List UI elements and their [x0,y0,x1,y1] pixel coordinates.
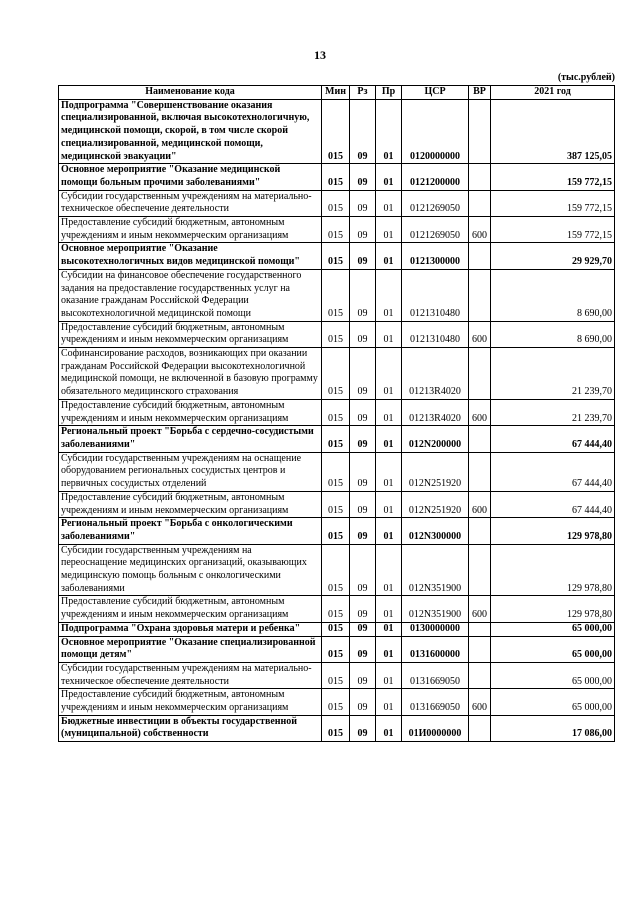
row-amount-cell: 17 086,00 [491,715,615,741]
row-csr-cell: 0131669050 [402,662,469,688]
units-label: (тыс.рублей) [557,72,615,83]
table-row [59,596,615,622]
row-rz-cell: 09 [350,715,376,741]
row-amount-cell: 159 772,15 [491,164,615,190]
table-row [59,518,615,544]
row-rz-cell: 09 [350,689,376,715]
col-header-pr: Пр [376,86,402,100]
row-csr-cell: 0121300000 [402,243,469,269]
row-vr-cell [469,164,491,190]
row-vr-cell [469,269,491,321]
row-amount-cell: 65 000,00 [491,622,615,636]
row-min-cell: 015 [322,544,350,596]
row-pr-cell: 01 [376,399,402,425]
row-rz-cell: 09 [350,164,376,190]
row-csr-cell: 012N251920 [402,452,469,491]
row-pr-cell: 01 [376,518,402,544]
row-vr-cell [469,426,491,452]
row-min-cell: 015 [322,217,350,243]
row-min-cell: 015 [322,190,350,216]
row-csr-cell: 0130000000 [402,622,469,636]
table-row [59,269,615,321]
row-vr-cell [469,622,491,636]
row-pr-cell: 01 [376,321,402,347]
table-row [59,99,615,164]
col-header-vr: ВР [469,86,491,100]
row-pr-cell: 01 [376,269,402,321]
row-pr-cell: 01 [376,217,402,243]
row-csr-cell: 0120000000 [402,99,469,164]
table-row [59,426,615,452]
row-amount-cell: 67 444,40 [491,426,615,452]
row-rz-cell: 09 [350,399,376,425]
row-csr-cell: 0121310480 [402,321,469,347]
row-pr-cell: 01 [376,164,402,190]
table-row [59,243,615,269]
row-min-cell: 015 [322,321,350,347]
row-csr-cell: 012N351900 [402,544,469,596]
row-pr-cell: 01 [376,596,402,622]
row-name-cell: Основное мероприятие "Оказание медицинской помощи больным прочими заболеваниями" [59,164,322,190]
table-header-row [59,86,615,100]
row-rz-cell: 09 [350,518,376,544]
row-pr-cell: 01 [376,636,402,662]
row-min-cell: 015 [322,715,350,741]
row-pr-cell: 01 [376,243,402,269]
table-row [59,689,615,715]
col-header-year: 2021 год [491,86,615,100]
budget-table [58,85,615,742]
row-name-cell: Предоставление субсидий бюджетным, автономным учреждениям и иным некоммерческим организациям [59,491,322,517]
row-rz-cell: 09 [350,243,376,269]
row-name-cell: Подпрограмма "Охрана здоровья матери и ребенка" [59,622,322,636]
row-name-cell: Предоставление субсидий бюджетным, автономным учреждениям и иным некоммерческим организациям [59,217,322,243]
row-rz-cell: 09 [350,217,376,243]
row-rz-cell: 09 [350,269,376,321]
row-rz-cell: 09 [350,452,376,491]
row-csr-cell: 0121269050 [402,217,469,243]
row-name-cell: Основное мероприятие "Оказание специализированной помощи детям" [59,636,322,662]
row-amount-cell: 21 239,70 [491,399,615,425]
table-row [59,491,615,517]
row-csr-cell: 012N300000 [402,518,469,544]
row-pr-cell: 01 [376,622,402,636]
row-pr-cell: 01 [376,544,402,596]
row-vr-cell [469,452,491,491]
row-amount-cell: 67 444,40 [491,452,615,491]
col-header-rz: Рз [350,86,376,100]
row-rz-cell: 09 [350,321,376,347]
row-vr-cell: 600 [469,321,491,347]
row-rz-cell: 09 [350,99,376,164]
table-row [59,452,615,491]
row-name-cell: Бюджетные инвестиции в объекты государственной (муниципальной) собственности [59,715,322,741]
row-rz-cell: 09 [350,596,376,622]
row-rz-cell: 09 [350,348,376,400]
col-header-min: Мин [322,86,350,100]
row-amount-cell: 67 444,40 [491,491,615,517]
table-row [59,321,615,347]
row-name-cell: Субсидии на финансовое обеспечение государственного задания на предоставление государственных услуг на оказание гражданам Российской Федерации высокотехнологичной медицинской помощи [59,269,322,321]
row-name-cell: Предоставление субсидий бюджетным, автономным учреждениям и иным некоммерческим организациям [59,399,322,425]
row-amount-cell: 129 978,80 [491,596,615,622]
row-min-cell: 015 [322,348,350,400]
row-min-cell: 015 [322,636,350,662]
row-name-cell: Субсидии государственным учреждениям на переоснащение медицинских организаций, оказывающих медицинскую помощь больным с онкологическими заболеваниями [59,544,322,596]
table-row [59,622,615,636]
row-min-cell: 015 [322,399,350,425]
row-vr-cell [469,636,491,662]
row-amount-cell: 65 000,00 [491,636,615,662]
row-csr-cell: 01213R4020 [402,399,469,425]
row-min-cell: 015 [322,689,350,715]
row-name-cell: Подпрограмма "Совершенствование оказания специализированной, включая высокотехнологичную, медицинской помощи, скорой, в том числе скорой специализированной, медицинской помощи, медицинской эвакуации" [59,99,322,164]
row-rz-cell: 09 [350,636,376,662]
row-rz-cell: 09 [350,622,376,636]
row-amount-cell: 21 239,70 [491,348,615,400]
row-csr-cell: 012N251920 [402,491,469,517]
row-amount-cell: 65 000,00 [491,662,615,688]
row-min-cell: 015 [322,243,350,269]
row-amount-cell: 29 929,70 [491,243,615,269]
row-amount-cell: 65 000,00 [491,689,615,715]
row-csr-cell: 0121200000 [402,164,469,190]
row-pr-cell: 01 [376,689,402,715]
row-vr-cell [469,518,491,544]
row-amount-cell: 8 690,00 [491,269,615,321]
row-vr-cell [469,662,491,688]
row-vr-cell: 600 [469,399,491,425]
row-min-cell: 015 [322,164,350,190]
row-pr-cell: 01 [376,190,402,216]
row-name-cell: Субсидии государственным учреждениям на материально-техническое обеспечение деятельности [59,662,322,688]
row-name-cell: Субсидии государственным учреждениям на оснащение оборудованием региональных сосудистых центров и первичных сосудистых отделений [59,452,322,491]
row-rz-cell: 09 [350,662,376,688]
row-min-cell: 015 [322,269,350,321]
row-pr-cell: 01 [376,426,402,452]
row-name-cell: Предоставление субсидий бюджетным, автономным учреждениям и иным некоммерческим организациям [59,596,322,622]
row-min-cell: 015 [322,596,350,622]
table-row [59,544,615,596]
row-min-cell: 015 [322,662,350,688]
row-csr-cell: 01213R4020 [402,348,469,400]
row-csr-cell: 0121310480 [402,269,469,321]
table-row [59,190,615,216]
row-csr-cell: 012N351900 [402,596,469,622]
row-name-cell: Субсидии государственным учреждениям на материально-техническое обеспечение деятельности [59,190,322,216]
col-header-csr: ЦСР [402,86,469,100]
row-vr-cell: 600 [469,491,491,517]
row-min-cell: 015 [322,426,350,452]
row-min-cell: 015 [322,452,350,491]
row-min-cell: 015 [322,622,350,636]
row-name-cell: Основное мероприятие "Оказание высокотехнологичных видов медицинской помощи" [59,243,322,269]
row-vr-cell [469,544,491,596]
table-row [59,399,615,425]
row-pr-cell: 01 [376,491,402,517]
row-rz-cell: 09 [350,190,376,216]
row-pr-cell: 01 [376,715,402,741]
row-amount-cell: 159 772,15 [491,190,615,216]
row-amount-cell: 129 978,80 [491,518,615,544]
row-vr-cell: 600 [469,596,491,622]
row-name-cell: Софинансирование расходов, возникающих при оказании гражданам Российской Федерации высокотехнологичной медицинской помощи, не включенной в базовую программу обязательного медицинского страхования [59,348,322,400]
row-rz-cell: 09 [350,544,376,596]
row-vr-cell [469,715,491,741]
row-amount-cell: 8 690,00 [491,321,615,347]
row-name-cell: Предоставление субсидий бюджетным, автономным учреждениям и иным некоммерческим организациям [59,689,322,715]
row-vr-cell [469,348,491,400]
row-pr-cell: 01 [376,662,402,688]
row-vr-cell [469,99,491,164]
row-vr-cell [469,243,491,269]
row-vr-cell: 600 [469,689,491,715]
row-pr-cell: 01 [376,348,402,400]
row-amount-cell: 387 125,05 [491,99,615,164]
col-header-name: Наименование кода [59,86,322,100]
row-csr-cell: 0131669050 [402,689,469,715]
row-amount-cell: 129 978,80 [491,544,615,596]
row-csr-cell: 0121269050 [402,190,469,216]
row-min-cell: 015 [322,518,350,544]
row-name-cell: Предоставление субсидий бюджетным, автономным учреждениям и иным некоммерческим организациям [59,321,322,347]
row-vr-cell [469,190,491,216]
table-row [59,715,615,741]
row-pr-cell: 01 [376,452,402,491]
table-row [59,348,615,400]
row-name-cell: Региональный проект "Борьба с онкологическими заболеваниями" [59,518,322,544]
row-name-cell: Региональный проект "Борьба с сердечно-сосудистыми заболеваниями" [59,426,322,452]
table-row [59,636,615,662]
row-amount-cell: 159 772,15 [491,217,615,243]
page-number: 13 [314,48,326,62]
table-row [59,217,615,243]
row-rz-cell: 09 [350,491,376,517]
row-vr-cell: 600 [469,217,491,243]
table-row [59,164,615,190]
table-row [59,662,615,688]
row-min-cell: 015 [322,99,350,164]
row-csr-cell: 01И0000000 [402,715,469,741]
row-pr-cell: 01 [376,99,402,164]
row-rz-cell: 09 [350,426,376,452]
row-csr-cell: 0131600000 [402,636,469,662]
row-csr-cell: 012N200000 [402,426,469,452]
row-min-cell: 015 [322,491,350,517]
